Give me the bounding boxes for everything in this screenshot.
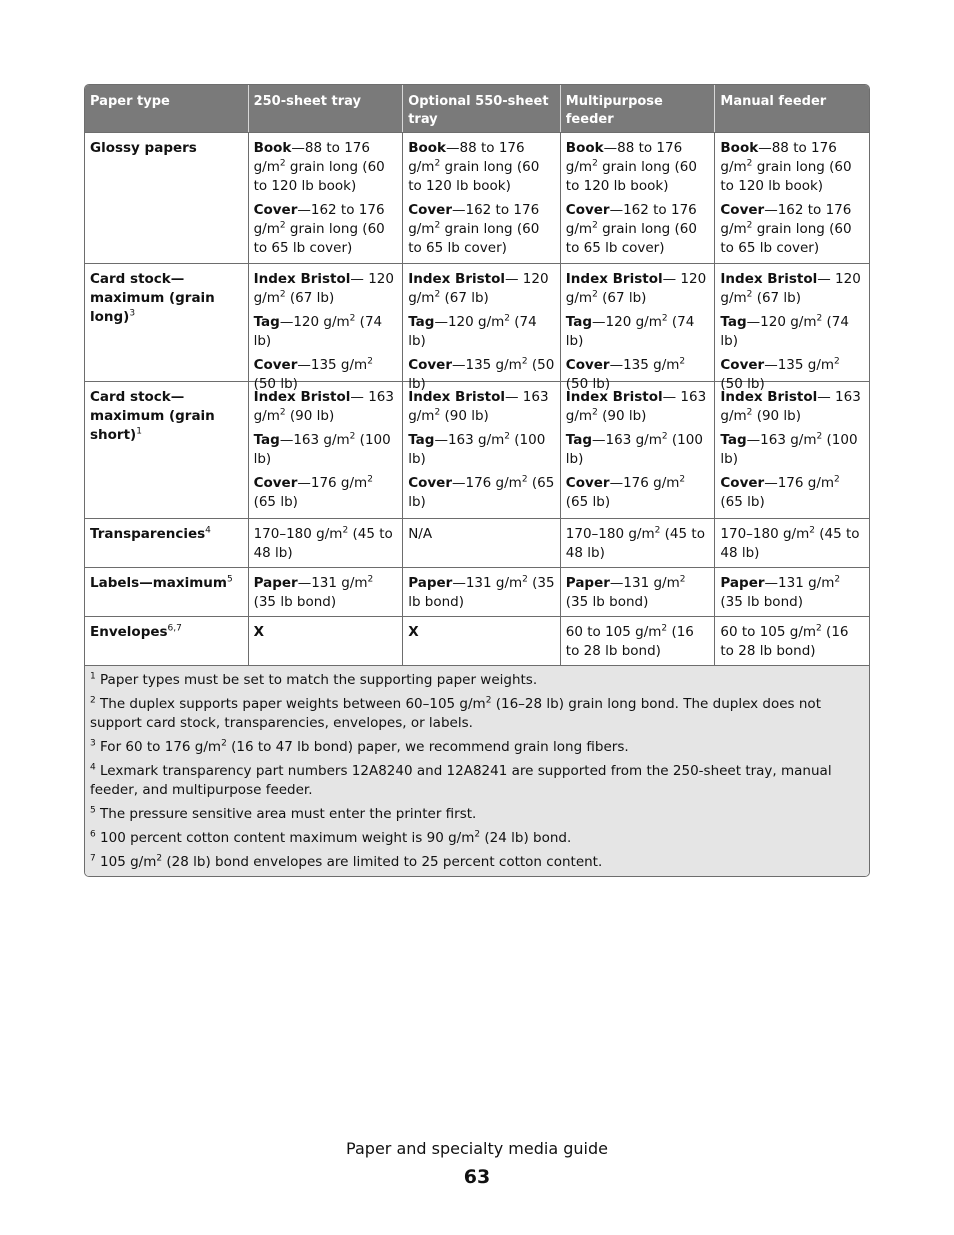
weight-value: —135 g/m	[764, 357, 835, 373]
weight-detail: (35 lb bond)	[565, 594, 649, 610]
unit-superscript: 2	[434, 220, 441, 231]
weight-value: — 163 g/m	[408, 389, 549, 424]
row-label: Labels—maximum	[90, 575, 227, 591]
weight-value: —131 g/m	[764, 575, 835, 591]
weight-cell	[402, 568, 560, 616]
weight-entry	[408, 139, 555, 196]
weight-entry	[566, 474, 710, 512]
weight-detail: (100 lb)	[253, 432, 391, 467]
weight-value: — 120 g/m	[565, 271, 707, 306]
footnote-text-cont: (16–28 lb) grain long bond. The duplex does not support card stock, transparencies, envelopes, or labels.	[90, 696, 821, 731]
row-paper-type	[85, 519, 248, 567]
weight-detail: (65 lb)	[720, 494, 765, 510]
weight-category: Tag	[720, 432, 747, 448]
weight-detail: grain long (60 to 120 lb book)	[720, 159, 852, 194]
weight-detail: grain long (60 to 65 lb cover)	[408, 221, 540, 256]
weight-cell	[560, 519, 715, 567]
weight-cell	[560, 264, 715, 392]
weight-detail: (100 lb)	[720, 432, 858, 467]
weight-detail: (65 lb)	[565, 494, 611, 510]
row-label: Transparencies	[90, 526, 206, 542]
weight-category: Cover	[408, 475, 452, 491]
footnote	[90, 829, 864, 848]
weight-value: — 120 g/m	[253, 271, 394, 306]
weight-cell	[248, 519, 403, 567]
header-250-sheet-tray: 250-sheet tray	[248, 85, 403, 132]
unit-superscript: 2	[834, 474, 840, 485]
weight-value: —162 to 176 g/m	[720, 202, 852, 237]
weight-value: — 163 g/m	[253, 389, 394, 424]
unit-superscript: 2	[592, 158, 598, 169]
unit-superscript: 2	[679, 574, 686, 585]
table-row	[85, 382, 869, 519]
weight-category: Cover	[253, 475, 298, 491]
weight-cell	[402, 519, 560, 567]
weight-category: Tag	[565, 314, 593, 330]
footnote-ref: 4	[205, 525, 211, 536]
weight-entry	[254, 474, 398, 512]
row-paper-type	[85, 568, 248, 616]
weight-cell	[402, 382, 560, 518]
weight-value: —131 g/m	[452, 575, 523, 591]
weight-detail: (35 lb bond)	[408, 575, 555, 610]
weight-entry	[408, 431, 555, 469]
weight-category: Index Bristol	[565, 389, 663, 405]
weight-detail: grain long (60 to 120 lb book)	[565, 159, 697, 194]
unit-superscript: 2	[485, 695, 492, 706]
weight-category: Index Bristol	[408, 389, 506, 405]
weight-cell	[560, 568, 715, 616]
weight-entry	[566, 313, 710, 351]
weight-category: Cover	[253, 202, 298, 218]
weight-value: —135 g/m	[451, 357, 522, 373]
weight-entry	[408, 270, 555, 308]
weight-value: — 120 g/m	[408, 271, 549, 306]
weight-category: Cover	[720, 202, 765, 218]
unit-superscript: 2	[504, 431, 510, 442]
footnote-text-cont: (16 to 47 lb bond) paper, we recommend grain long fibers.	[226, 739, 629, 755]
weight-entry	[408, 388, 555, 426]
weight-category: Cover	[565, 475, 610, 491]
unit-superscript: 2	[434, 407, 441, 418]
weight-value: —176 g/m	[609, 475, 680, 491]
weight-detail: (90 lb)	[440, 408, 489, 424]
weight-cell	[560, 617, 715, 665]
unit-superscript: 2	[654, 525, 661, 536]
unit-superscript: 2	[661, 431, 668, 442]
weight-value: — 120 g/m	[720, 271, 861, 306]
unit-superscript: 2	[521, 356, 528, 367]
row-paper-type	[85, 133, 248, 263]
weight-detail: (35 lb bond)	[253, 594, 337, 610]
weight-entry	[720, 313, 864, 351]
weight-value: 170–180 g/m	[253, 526, 343, 542]
weight-value: —163 g/m	[592, 432, 662, 448]
weight-value: —131 g/m	[297, 575, 368, 591]
weight-value: 170–180 g/m	[565, 526, 655, 542]
weight-entry	[566, 388, 710, 426]
weight-category: Book	[720, 140, 759, 156]
weight-detail: (35 lb bond)	[720, 594, 803, 610]
weight-category: Tag	[565, 432, 593, 448]
weight-category: Cover	[565, 202, 610, 218]
weight-detail: (100 lb)	[565, 432, 703, 467]
row-paper-type	[85, 264, 248, 381]
unit-superscript: 2	[522, 574, 528, 585]
unit-superscript: 2	[434, 158, 441, 169]
weight-value: —120 g/m	[592, 314, 662, 330]
footnote-ref: 6,7	[167, 623, 182, 634]
weight-value: —88 to 176 g/m	[253, 140, 370, 175]
weight-entry	[720, 431, 864, 469]
weight-cell	[714, 519, 869, 567]
weight-entry	[254, 270, 398, 308]
weight-value: —88 to 176 g/m	[408, 140, 525, 175]
weight-detail: (45 to 48 lb)	[565, 526, 705, 561]
weight-category: Cover	[408, 357, 452, 373]
weight-value: —135 g/m	[609, 357, 680, 373]
weight-entry	[408, 313, 555, 351]
footnote-text: 100 percent cotton content maximum weight is 90 g/m	[95, 830, 475, 846]
unit-superscript: 2	[434, 289, 441, 300]
weight-detail: (50 lb)	[408, 357, 555, 392]
weight-entry	[254, 525, 398, 563]
weight-value: —131 g/m	[609, 575, 680, 591]
weight-detail: (67 lb)	[752, 290, 802, 306]
weight-entry	[566, 270, 710, 308]
weight-detail: grain long (60 to 120 lb book)	[253, 159, 385, 194]
weight-entry	[720, 623, 864, 661]
weight-entry	[566, 574, 710, 612]
unit-superscript: 2	[661, 313, 668, 324]
weight-category: Tag	[408, 314, 435, 330]
unit-superscript: 2	[679, 474, 686, 485]
weight-detail: (50 lb)	[253, 376, 298, 392]
weight-value: —163 g/m	[279, 432, 350, 448]
weight-detail: grain long (60 to 65 lb cover)	[565, 221, 697, 256]
weight-entry	[408, 623, 555, 642]
header-manual-feeder: Manual feeder	[714, 85, 869, 132]
weight-category: Paper	[408, 575, 453, 591]
guide-title: Paper and specialty media guide	[346, 1139, 608, 1158]
weight-entry	[720, 525, 864, 563]
weight-entry	[254, 313, 398, 351]
unit-superscript: 2	[521, 474, 528, 485]
weight-value: N/A	[408, 526, 433, 542]
weight-category: Cover	[720, 475, 765, 491]
unit-superscript: 2	[279, 289, 286, 300]
weight-cell	[248, 617, 403, 665]
weight-entry	[254, 574, 398, 612]
footnote-ref: 1	[136, 426, 142, 437]
footnote-text: Paper types must be set to match the supporting paper weights.	[95, 672, 538, 688]
footnote-text-cont: (28 lb) bond envelopes are limited to 25 percent cotton content.	[162, 854, 603, 870]
unit-superscript: 2	[474, 829, 481, 840]
weight-detail: (16 to 28 lb bond)	[720, 624, 849, 659]
weight-value: —120 g/m	[746, 314, 817, 330]
weight-category: Paper	[720, 575, 765, 591]
weight-value: —176 g/m	[297, 475, 368, 491]
page-footer	[0, 1138, 954, 1188]
unit-superscript: 2	[816, 313, 823, 324]
footnote-ref: 5	[226, 574, 233, 585]
weight-cell	[248, 568, 403, 616]
unit-superscript: 2	[221, 738, 227, 749]
weight-cell	[560, 382, 715, 518]
weight-cell	[714, 617, 869, 665]
footnote	[90, 853, 864, 872]
weight-category: Index Bristol	[720, 271, 818, 287]
weight-detail: (90 lb)	[285, 408, 335, 424]
unit-superscript: 2	[367, 474, 373, 485]
footnote-text-cont: (24 lb) bond.	[480, 830, 572, 846]
table-row	[85, 617, 869, 666]
weight-cell	[714, 133, 869, 263]
weight-detail: (90 lb)	[597, 408, 647, 424]
weight-cell	[402, 617, 560, 665]
row-label: Glossy papers	[90, 140, 197, 156]
weight-detail: (74 lb)	[253, 314, 383, 349]
unit-superscript: 2	[279, 220, 286, 231]
weight-detail: (45 to 48 lb)	[253, 526, 393, 561]
weight-detail: (74 lb)	[408, 314, 537, 349]
footnote	[90, 762, 864, 800]
unit-superscript: 2	[816, 431, 823, 442]
weight-category: X	[253, 624, 264, 640]
weight-entry	[408, 574, 555, 612]
weight-category: Tag	[720, 314, 747, 330]
footnote-number: 4	[90, 762, 96, 773]
weight-value: —120 g/m	[279, 314, 350, 330]
unit-superscript: 2	[809, 525, 815, 536]
weight-category: Book	[565, 140, 604, 156]
weight-category: Book	[253, 140, 292, 156]
weight-value: — 163 g/m	[565, 389, 707, 424]
footnote-number: 5	[90, 805, 96, 816]
weight-category: Index Bristol	[565, 271, 663, 287]
weight-value: —162 to 176 g/m	[253, 202, 385, 237]
weight-detail: (74 lb)	[565, 314, 695, 349]
weight-entry	[566, 431, 710, 469]
weight-cell	[714, 568, 869, 616]
footnote-ref: 3	[129, 308, 136, 319]
footnote-text: Lexmark transparency part numbers 12A8240 and 12A8241 are supported from the 250-sheet tray, manual feeder, and multipurpose feeder.	[90, 763, 832, 798]
header-optional-550-sheet-tray: Optional 550-sheet tray	[402, 85, 560, 132]
weight-category: Index Bristol	[408, 271, 506, 287]
weight-entry	[254, 388, 398, 426]
weight-entry	[720, 139, 864, 196]
weight-entry	[566, 623, 710, 661]
weight-cell	[248, 133, 403, 263]
footnote-text: For 60 to 176 g/m	[95, 739, 222, 755]
weight-detail: (65 lb)	[253, 494, 298, 510]
unit-superscript: 2	[746, 407, 753, 418]
weight-detail: (50 lb)	[565, 376, 611, 392]
weight-entry	[566, 139, 710, 196]
unit-superscript: 2	[342, 525, 349, 536]
footnote-number: 3	[90, 738, 96, 749]
weight-detail: grain long (60 to 120 lb book)	[408, 159, 540, 194]
weight-detail: grain long (60 to 65 lb cover)	[720, 221, 852, 256]
unit-superscript: 2	[156, 853, 163, 864]
weight-value: 170–180 g/m	[720, 526, 810, 542]
table-row	[85, 264, 869, 392]
footnote-text: 105 g/m	[95, 854, 157, 870]
row-label: Card stock— maximum (grain short)	[90, 389, 215, 443]
weight-entry	[254, 431, 398, 469]
footnote	[90, 695, 864, 733]
weight-cell	[560, 133, 715, 263]
weight-value: — 163 g/m	[720, 389, 861, 424]
weight-entry	[720, 574, 864, 612]
header-paper-type: Paper type	[90, 94, 170, 109]
weight-entry	[566, 201, 710, 258]
weight-cell	[714, 382, 869, 518]
unit-superscript: 2	[592, 407, 598, 418]
weight-value: —135 g/m	[297, 357, 368, 373]
weight-category: Paper	[253, 575, 298, 591]
weight-detail: (90 lb)	[752, 408, 802, 424]
weight-category: Tag	[253, 432, 280, 448]
weight-value: —162 to 176 g/m	[408, 202, 540, 237]
weight-detail: grain long (60 to 65 lb cover)	[253, 221, 385, 256]
footnote-number: 6	[90, 829, 96, 840]
weight-value: 60 to 105 g/m	[565, 624, 662, 640]
weight-category: Paper	[565, 575, 610, 591]
unit-superscript: 2	[504, 313, 510, 324]
weight-entry	[408, 525, 555, 544]
weight-value: —88 to 176 g/m	[720, 140, 837, 175]
weight-value: —176 g/m	[451, 475, 522, 491]
weight-category: Tag	[253, 314, 280, 330]
unit-superscript: 2	[834, 356, 840, 367]
weight-category: X	[408, 624, 419, 640]
weight-category: Book	[408, 140, 447, 156]
weight-value: —163 g/m	[746, 432, 817, 448]
unit-superscript: 2	[349, 313, 356, 324]
unit-superscript: 2	[679, 356, 686, 367]
weight-detail: (16 to 28 lb bond)	[565, 624, 694, 659]
table-row	[85, 519, 869, 568]
weight-entry	[408, 474, 555, 512]
weight-category: Cover	[253, 357, 298, 373]
unit-superscript: 2	[279, 407, 286, 418]
weight-detail: (100 lb)	[408, 432, 546, 467]
weight-cell	[714, 264, 869, 392]
unit-superscript: 2	[279, 158, 286, 169]
weight-entry	[566, 525, 710, 563]
footnote-number: 7	[90, 853, 96, 864]
unit-superscript: 2	[746, 289, 753, 300]
weight-detail: (74 lb)	[720, 314, 849, 349]
weight-entry	[254, 139, 398, 196]
row-label: Envelopes	[90, 624, 168, 640]
weight-detail: (50 lb)	[720, 376, 765, 392]
weight-category: Cover	[565, 357, 610, 373]
row-paper-type	[85, 382, 248, 518]
weight-entry	[254, 201, 398, 258]
footnote-text: The duplex supports paper weights between 60–105 g/m	[95, 696, 486, 712]
header-multipurpose-feeder: Multipurpose feeder	[560, 85, 715, 132]
weight-value: —88 to 176 g/m	[565, 140, 683, 175]
weight-entry	[720, 474, 864, 512]
weight-entry	[254, 623, 398, 642]
unit-superscript: 2	[592, 289, 598, 300]
footnote	[90, 805, 864, 824]
unit-superscript: 2	[746, 158, 753, 169]
footnote	[90, 738, 864, 757]
weight-entry	[720, 388, 864, 426]
unit-superscript: 2	[349, 431, 356, 442]
weight-category: Tag	[408, 432, 435, 448]
row-label: Card stock— maximum (grain long)	[90, 271, 215, 325]
unit-superscript: 2	[834, 574, 841, 585]
weight-entry	[720, 201, 864, 258]
weight-value: 60 to 105 g/m	[720, 624, 817, 640]
row-paper-type	[85, 617, 248, 665]
paper-weight-table	[84, 84, 870, 877]
weight-category: Index Bristol	[720, 389, 818, 405]
footnote-number: 2	[90, 695, 96, 706]
footnote-text: The pressure sensitive area must enter the printer first.	[95, 806, 477, 822]
unit-superscript: 2	[367, 574, 374, 585]
table-footnotes	[85, 666, 869, 876]
footnote	[90, 671, 864, 690]
unit-superscript: 2	[661, 623, 668, 634]
weight-value: —120 g/m	[434, 314, 505, 330]
table-row	[85, 133, 869, 264]
weight-cell	[402, 133, 560, 263]
weight-cell	[248, 382, 403, 518]
unit-superscript: 2	[367, 356, 373, 367]
weight-detail: (67 lb)	[285, 290, 335, 306]
weight-detail: (45 to 48 lb)	[720, 526, 860, 561]
table-header	[85, 85, 869, 133]
weight-value: —163 g/m	[434, 432, 505, 448]
unit-superscript: 2	[746, 220, 753, 231]
table-row	[85, 568, 869, 617]
weight-category: Index Bristol	[253, 389, 351, 405]
weight-cell	[248, 264, 403, 392]
page-number: 63	[463, 1166, 491, 1188]
weight-detail: (65 lb)	[408, 475, 555, 510]
weight-value: —176 g/m	[764, 475, 835, 491]
unit-superscript: 2	[592, 220, 598, 231]
footnote-number: 1	[90, 671, 96, 682]
weight-entry	[408, 201, 555, 258]
weight-detail: (67 lb)	[440, 290, 489, 306]
weight-cell	[402, 264, 560, 392]
table-body	[85, 133, 869, 666]
weight-detail: (67 lb)	[597, 290, 647, 306]
weight-category: Cover	[720, 357, 765, 373]
unit-superscript: 2	[816, 623, 822, 634]
weight-category: Index Bristol	[253, 271, 351, 287]
weight-value: —162 to 176 g/m	[565, 202, 697, 237]
weight-category: Cover	[408, 202, 452, 218]
weight-entry	[720, 270, 864, 308]
